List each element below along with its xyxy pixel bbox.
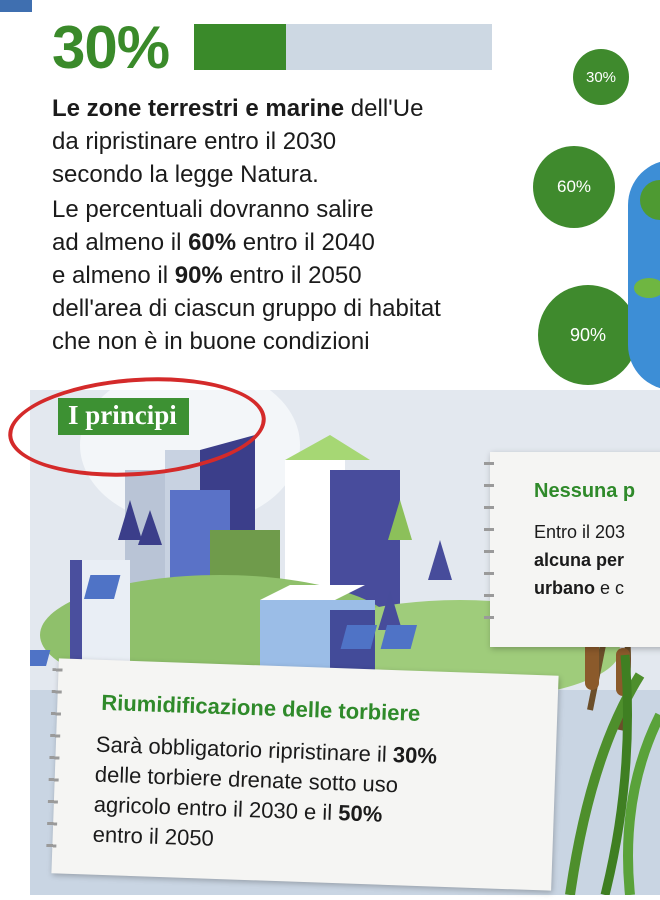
card-title: Riumidificazione delle torbiere: [100, 689, 421, 726]
intro-line: entro il 2040: [236, 229, 375, 256]
circle-60: 60%: [533, 146, 615, 228]
intro-line: dell'Ue: [344, 95, 424, 122]
corner-tab: [0, 0, 32, 12]
intro-text: [52, 92, 532, 358]
card-line: e c: [595, 578, 625, 598]
intro-line: e almeno il: [52, 262, 175, 289]
card-title: Nessuna p: [534, 480, 636, 502]
card-line: entro il 2050: [92, 821, 215, 851]
card-line: delle torbiere drenate sotto uso: [94, 761, 399, 798]
intro-bold: Le zone terrestri e marine: [52, 95, 345, 122]
intro-line: secondo la legge Natura.: [52, 161, 319, 188]
headline-percent: 30%: [52, 14, 170, 81]
intro-line: che non è in buone condizioni: [52, 328, 370, 355]
intro-line: da ripristinare entro il 2030: [52, 128, 337, 155]
card-line: Sarà obbligatorio ripristinare il: [95, 731, 394, 768]
card-spiral: [484, 462, 494, 637]
card-body: [92, 730, 437, 862]
progress-bar-fill: [194, 24, 286, 70]
card-bold: 50%: [337, 800, 383, 827]
circle-90: 90%: [538, 285, 638, 385]
globe-land: [640, 180, 660, 220]
intro-bold: 60%: [188, 229, 237, 256]
card-body: [534, 518, 625, 602]
intro-line: ad almeno il: [52, 229, 189, 256]
circle-30: 30%: [573, 49, 629, 105]
intro-bold: 90%: [174, 262, 223, 289]
intro-line: Le percentuali dovranno salire: [52, 196, 374, 223]
card-bold: urbano: [534, 578, 595, 598]
card-bold: alcuna per: [534, 550, 625, 570]
intro-line: dell'area di ciascun gruppo di habitat: [52, 295, 441, 322]
intro-line: entro il 2050: [222, 262, 362, 289]
card-line: Entro il 203: [534, 522, 626, 542]
card-urban: [490, 452, 660, 647]
globe-illustration: [628, 160, 660, 390]
card-line: agricolo entro il 2030 e il: [93, 791, 339, 826]
progress-bar: [194, 24, 492, 70]
section-label: I principi: [58, 398, 189, 435]
card-bold: 30%: [392, 742, 438, 769]
card-peat: [51, 658, 558, 890]
globe-land: [634, 278, 660, 298]
